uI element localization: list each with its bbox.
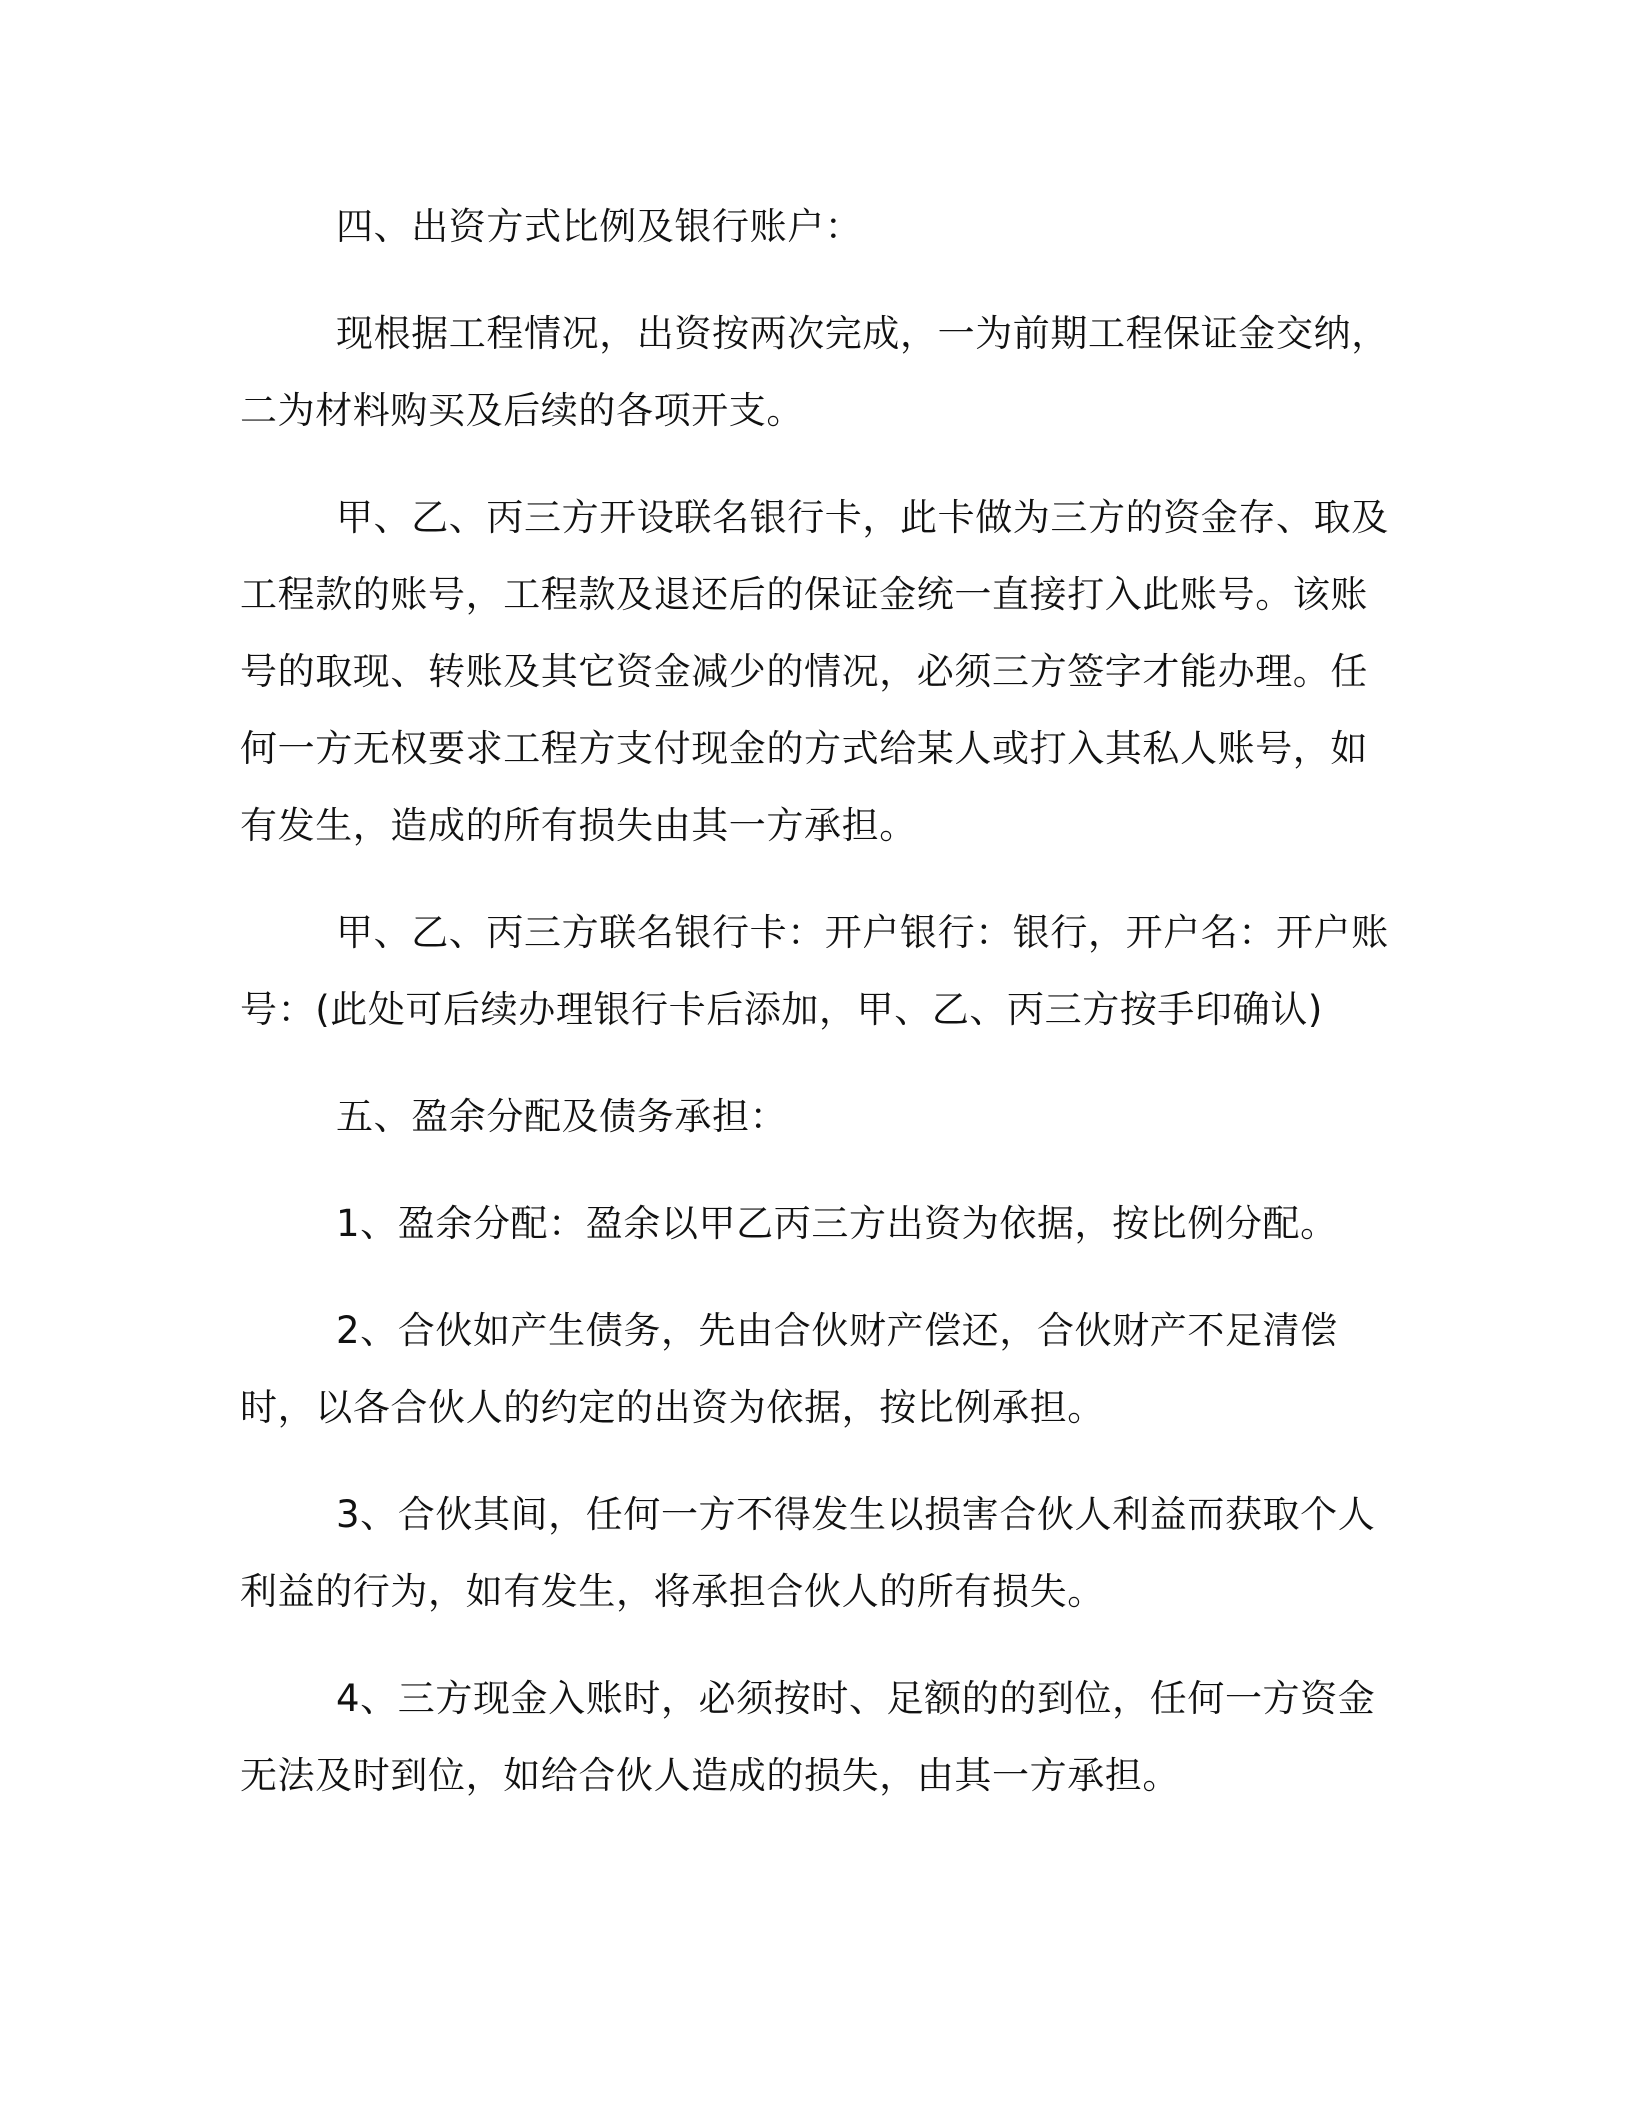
- clause-timely-funding: 4、三方现金入账时，必须按时、足额的的到位，任何一方资金无法及时到位，如给合伙人造成的损失，由其一方承担。: [240, 1677, 1376, 1797]
- clause-debt-bearing: 2、合伙如产生债务，先由合伙财产偿还，合伙财产不足清偿时，以各合伙人的约定的出资为依据，按比例承担。: [240, 1309, 1338, 1429]
- paragraph-joint-bank-card: 甲、乙、丙三方开设联名银行卡，此卡做为三方的资金存、取及工程款的账号，工程款及退还后的保证金统一直接打入此账号。该账号的取现、转账及其它资金减少的情况，必须三方签字才能办理。任何一方无权要求工程方支付现金的方式给某人或打入其私人账号，如有发生，造成的所有损失由其一方承担。: [240, 496, 1389, 847]
- document-body: [240, 188, 1390, 1844]
- clause-no-harm: 3、合伙其间，任何一方不得发生以损害合伙人利益而获取个人利益的行为，如有发生，将承担合伙人的所有损失。: [240, 1493, 1376, 1613]
- clause-profit-distribution: 1、盈余分配：盈余以甲乙丙三方出资为依据，按比例分配。: [336, 1202, 1338, 1245]
- section-heading-profit-debt: 五、盈余分配及债务承担：: [336, 1095, 788, 1138]
- section-heading-funding: 四、出资方式比例及银行账户：: [336, 205, 863, 248]
- paragraph-funding-stages: 现根据工程情况，出资按两次完成，一为前期工程保证金交纳，二为材料购买及后续的各项开支。: [240, 312, 1389, 432]
- paragraph-bank-account-info: 甲、乙、丙三方联名银行卡：开户银行：银行，开户名：开户账号：(此处可后续办理银行卡后添加，甲、乙、丙三方按手印确认): [240, 911, 1389, 1031]
